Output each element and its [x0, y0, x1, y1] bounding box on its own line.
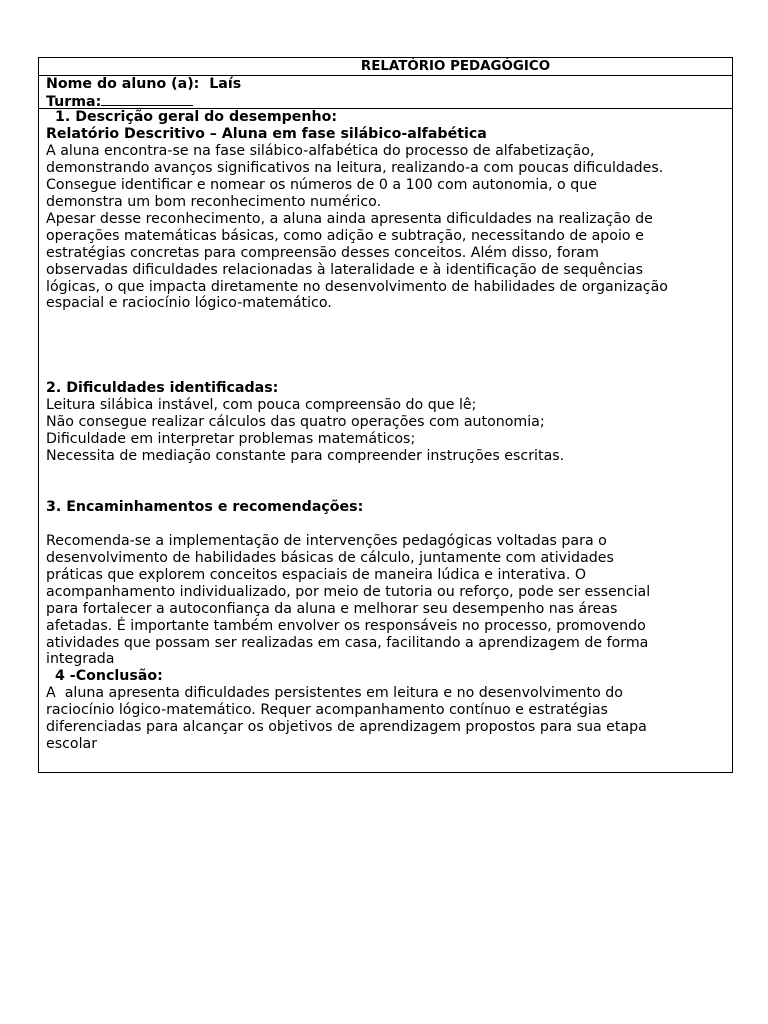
section3-heading: 3. Encaminhamentos e recomendações:: [46, 498, 364, 515]
list-item: Necessita de mediação constante para compreender instruções escritas.: [46, 448, 565, 465]
paragraph-line: para fortalecer a autoconfiança da aluna e melhorar seu desempenho nas áreas: [46, 600, 618, 617]
spacer: [46, 465, 726, 499]
spacer: [46, 312, 726, 380]
paragraph-line: demonstrando avanços significativos na leitura, realizando-a com poucas dificuldades.: [46, 159, 664, 176]
paragraph-line: espacial e raciocínio lógico-matemático.: [46, 295, 332, 312]
paragraph-line: demonstra um bom reconhecimento numérico.: [46, 193, 382, 210]
paragraph-line: afetadas. É importante também envolver os responsáveis no processo, promovendo: [46, 617, 646, 634]
paragraph-line: operações matemáticas básicas, como adição e subtração, necessitando de apoio e: [46, 227, 644, 244]
report-body: [39, 109, 732, 753]
student-name-row: [46, 76, 732, 93]
section2-list: [46, 397, 726, 465]
list-item: Dificuldade em interpretar problemas matemáticos;: [46, 431, 416, 448]
student-info: [39, 76, 732, 109]
section2-heading: 2. Dificuldades identificadas:: [46, 380, 279, 397]
paragraph-line: observadas dificuldades relacionadas à lateralidade e à identificação de sequências: [46, 261, 644, 278]
list-item: Não consegue realizar cálculos das quatro operações com autonomia;: [46, 414, 545, 431]
paragraph-line: raciocínio lógico-matemático. Requer acompanhamento contínuo e estratégias: [46, 702, 608, 719]
paragraph-line: Apesar desse reconhecimento, a aluna ainda apresenta dificuldades na realização de: [46, 210, 653, 227]
paragraph-line: desenvolvimento de habilidades básicas de cálculo, juntamente com atividades: [46, 549, 614, 566]
student-name-value: Laís: [209, 76, 242, 92]
spacer: [46, 516, 726, 533]
student-class-label: Turma:: [46, 93, 102, 110]
paragraph-line: escolar: [46, 736, 98, 753]
paragraph-line: lógicas, o que impacta diretamente no desenvolvimento de habilidades de organização: [46, 278, 668, 295]
paragraph-line: estratégias concretas para compreensão desses conceitos. Além disso, foram: [46, 244, 599, 261]
section4-heading: 4 -Conclusão:: [55, 668, 163, 685]
report-table: [38, 57, 733, 773]
paragraph-line: integrada: [46, 651, 115, 668]
section3-text: [46, 533, 726, 669]
list-item: Leitura silábica instável, com pouca compreensão do que lê;: [46, 397, 477, 414]
student-class-blank: [101, 93, 193, 106]
paragraph-line: práticas que explorem conceitos espaciais de maneira lúdica e interativa. O: [46, 566, 587, 583]
paragraph-line: Consegue identificar e nomear os números de 0 a 100 com autonomia, o que: [46, 176, 597, 193]
student-name-label: Nome do aluno (a):: [46, 76, 200, 92]
section1-heading: 1. Descrição geral do desempenho:: [55, 109, 338, 125]
paragraph-line: A aluna apresenta dificuldades persistentes em leitura e no desenvolvimento do: [46, 685, 623, 702]
report-title: RELATÓRIO PEDAGÓGICO: [39, 58, 732, 76]
section1-subheading: Relatório Descritivo – Aluna em fase silábico-alfabética: [46, 125, 487, 142]
paragraph-line: atividades que possam ser realizadas em casa, facilitando a aprendizagem de forma: [46, 634, 649, 651]
paragraph-line: Recomenda-se a implementação de intervenções pedagógicas voltadas para o: [46, 532, 607, 549]
section1-text: [46, 143, 726, 313]
student-class-row: [46, 93, 732, 111]
paragraph-line: A aluna encontra-se na fase silábico-alfabética do processo de alfabetização,: [46, 142, 595, 159]
paragraph-line: diferenciadas para alcançar os objetivos de aprendizagem propostos para sua etapa: [46, 719, 647, 736]
paragraph-line: acompanhamento individualizado, por meio de tutoria ou reforço, pode ser essencial: [46, 583, 651, 600]
section4-text: [46, 685, 726, 753]
